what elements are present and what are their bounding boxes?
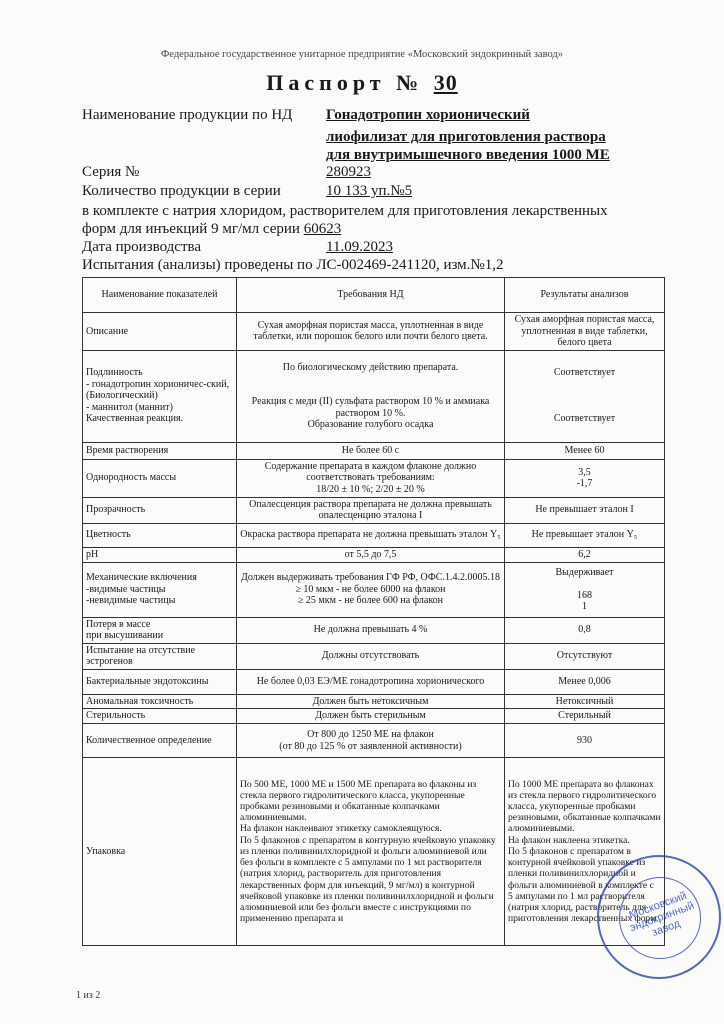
quantity-label: Количество продукции в серии — [82, 183, 281, 199]
table-row — [83, 547, 665, 562]
cell-requirement: Сухая аморфная пористая масса, уплотненная в виде таблетки, или порошок белого или почти белого цвета. — [237, 313, 505, 351]
product-name-line1: Гонадотропин хорионический — [326, 107, 530, 123]
table-row — [83, 709, 665, 724]
tests-label: Испытания (анализы) проведены по ЛС-002469-241120, изм.№1,2 — [82, 257, 504, 273]
cell-requirement: По биологическому действию препарата. Реакция с меди (II) сульфата раствором 10 % и аммиака раствором 10 %. Образование голубого осадка — [237, 350, 505, 442]
cell-result: 3,5 -1,7 — [505, 459, 665, 497]
kit-line2-text: форм для инъекций 9 мг/мл серии — [82, 221, 300, 237]
header-requirement: Требования НД — [237, 278, 505, 313]
cell-result: Менее 60 — [505, 442, 665, 459]
series-label: Серия № — [82, 164, 140, 180]
cell-indicator: Количественное определение — [83, 724, 237, 758]
organization-name: Федеральное государственное унитарное предприятие «Московский эндокринный завод» — [161, 49, 563, 60]
cell-requirement: Должны отсутствовать — [237, 643, 505, 669]
cell-indicator: Аномальная токсичность — [83, 694, 237, 709]
passport-number: 30 — [433, 70, 458, 95]
table-row — [83, 442, 665, 459]
cell-requirement: Не должна превышать 4 % — [237, 617, 505, 643]
product-name-line3: для внутримышечного введения 1000 МЕ — [326, 147, 610, 163]
cell-result: Менее 0,006 — [505, 669, 665, 694]
cell-indicator: Цветность — [83, 523, 237, 547]
packaging-result: По 1000 МЕ препарата во флаконах из стекла первого гидролитического класса, укупоренные пробками резиновыми, обкатанные колпачками алюминиевыми. На флакон наклеена этикетка. По 5 флаконов с препаратом в контурной ячейковой упаковке из пленки поливинилхлоридной и фольги алюминиевой в комплекте с 5 ампулами по 1 мл растворителя (натрия хлорид, растворитель для приготовления лекарственных форм — [505, 758, 665, 946]
kit-line1: в комплекте с натрия хлоридом, растворителем для приготовления лекарственных — [82, 203, 608, 219]
table-row — [83, 562, 665, 617]
header-indicator: Наименование показателей — [83, 278, 237, 313]
cell-requirement: от 5,5 до 7,5 — [237, 547, 505, 562]
cell-result: Соответствует Соответствует — [505, 350, 665, 442]
analysis-table — [82, 277, 665, 946]
company-stamp — [597, 855, 721, 979]
cell-indicator: Время растворения — [83, 442, 237, 459]
cell-indicator: Испытание на отсутствие эстрогенов — [83, 643, 237, 669]
packaging-requirement: По 500 МЕ, 1000 МЕ и 1500 МЕ препарата во флаконы из стекла первого гидролитического класса, укупоренные пробками резиновыми и обкатанные колпачками алюминиевыми. На флакон наклеивают этикетку самоклеящуюся. По 5 флаконов с препаратом в контурную ячейковую упаковку из пленки поливинилхлоридной и фольги алюминиевой или без фольги в комплекте с 5 ампулами по 1 мл растворителя (натрия хлорид, растворитель для приготовления лекарственных форм для инъекций, 9 мг/мл) в контурной ячейковой упаковке из пленки поливинилхлоридной и фольги алюминиевой или без фольги вместе с инструкциями по применению препарата и — [237, 758, 505, 946]
cell-requirement: Содержание препарата в каждом флаконе должно соответствовать требованиям: 18/20 ± 10 %; 2/20 ± 20 % — [237, 459, 505, 497]
cell-requirement: Не более 60 с — [237, 442, 505, 459]
cell-result: Стерильный — [505, 709, 665, 724]
cell-requirement: Опалесценция раствора препарата не должна превышать опалесценцию эталона I — [237, 497, 505, 523]
cell-result: Сухая аморфная пористая масса, уплотненная в виде таблетки, белого цвета — [505, 313, 665, 351]
cell-result: Не превышает эталон I — [505, 497, 665, 523]
cell-requirement: Не более 0,03 ЕЭ/МЕ гонадотропина хорионического — [237, 669, 505, 694]
cell-requirement: Должен быть нетоксичным — [237, 694, 505, 709]
product-name-line2: лиофилизат для приготовления раствора — [326, 129, 606, 145]
production-date-label: Дата производства — [82, 239, 202, 255]
cell-indicator: Механические включения -видимые частицы -невидимые частицы — [83, 562, 237, 617]
cell-indicator: Однородность массы — [83, 459, 237, 497]
cell-result: Не превышает эталон Y₅ — [505, 523, 665, 547]
cell-result: Отсутствуют — [505, 643, 665, 669]
cell-indicator: Потеря в массе при высушивании — [83, 617, 237, 643]
cell-requirement: Должен быть стерильным — [237, 709, 505, 724]
page-number: 1 из 2 — [76, 990, 101, 1001]
cell-requirement: Должен выдерживать требования ГФ РФ, ОФС.1.4.2.0005.18 ≥ 10 мкм - не более 6000 на флакон ≥ 25 мкм - не более 600 на флакон — [237, 562, 505, 617]
table-row — [83, 724, 665, 758]
cell-requirement: Окраска раствора препарата не должна превышать эталон Y₅ — [237, 523, 505, 547]
table-row — [83, 643, 665, 669]
cell-requirement: От 800 до 1250 МЕ на флакон (от 80 до 125 % от заявленной активности) — [237, 724, 505, 758]
cell-result: Выдерживает 168 1 — [505, 562, 665, 617]
table-row — [83, 313, 665, 351]
table-row — [83, 669, 665, 694]
table-row — [83, 350, 665, 442]
passport-title — [0, 70, 724, 96]
series-value: 280923 — [326, 164, 371, 180]
cell-result: 6,2 — [505, 547, 665, 562]
table-row-packaging — [83, 758, 665, 946]
table-row — [83, 497, 665, 523]
cell-result: Нетоксичный — [505, 694, 665, 709]
table-header-row — [83, 278, 665, 313]
table-row — [83, 694, 665, 709]
passport-title-text: Паспорт № — [266, 70, 424, 95]
cell-indicator: Описание — [83, 313, 237, 351]
cell-result: 0,8 — [505, 617, 665, 643]
packaging-indicator: Упаковка — [83, 758, 237, 946]
production-date-value: 11.09.2023 — [326, 239, 393, 255]
table-row — [83, 459, 665, 497]
cell-indicator: pH — [83, 547, 237, 562]
cell-indicator: Прозрачность — [83, 497, 237, 523]
cell-indicator: Подлинность - гонадотропин хорионичес-ский, (Биологический) - маннитол (маннит) Качественная реакция. — [83, 350, 237, 442]
quantity-value: 10 133 уп.№5 — [326, 183, 413, 199]
solvent-series-value: 60623 — [303, 221, 342, 237]
header-result: Результаты анализов — [505, 278, 665, 313]
stamp-text: Московский эндокринный завод — [627, 889, 696, 939]
kit-line2 — [82, 221, 341, 238]
cell-indicator: Стерильность — [83, 709, 237, 724]
cell-result: 930 — [505, 724, 665, 758]
table-row — [83, 617, 665, 643]
table-row — [83, 523, 665, 547]
cell-indicator: Бактериальные эндотоксины — [83, 669, 237, 694]
product-label: Наименование продукции по НД — [82, 107, 293, 123]
